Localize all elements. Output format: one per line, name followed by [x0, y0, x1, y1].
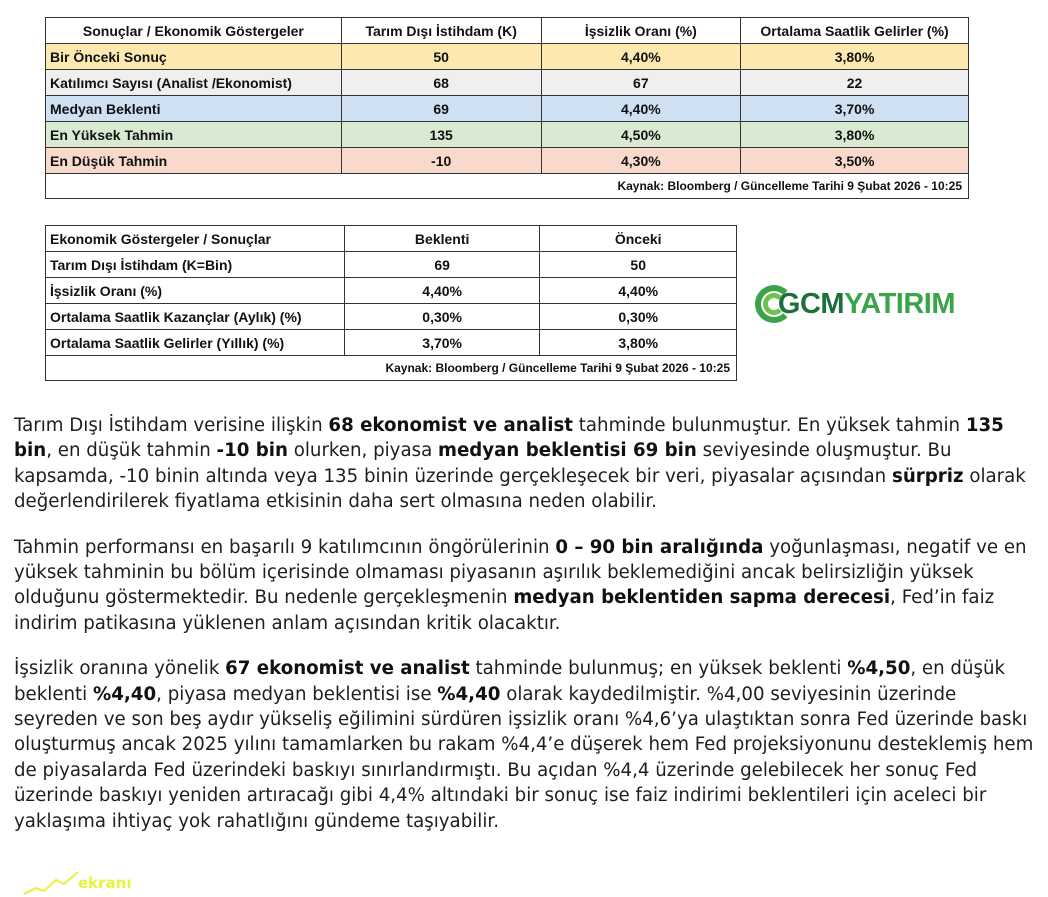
cell-value: 67 [541, 70, 741, 96]
text-segment: , en düşük tahmin [46, 440, 217, 462]
cell-value: 3,80% [540, 330, 737, 356]
table-row [46, 96, 969, 122]
column-header: İşsizlik Oranı (%) [541, 18, 741, 44]
text-segment: olurken, piyasa [287, 440, 438, 462]
emphasis-text: 135 bin [14, 415, 1004, 462]
emphasis-text: -10 bin [216, 440, 288, 462]
paragraph [14, 413, 1038, 515]
text-segment: olarak değerlendirilerek fiyatlama etkisinin daha sert olmasına neden olabilir. [14, 465, 1026, 513]
cell-value: 0,30% [344, 304, 540, 330]
gcm-logo [755, 283, 955, 325]
cell-value: 4,40% [541, 96, 741, 122]
emphasis-text: medyan beklentisi 69 bin [438, 440, 697, 462]
row-label: Medyan Beklenti [46, 96, 342, 122]
row-label: Katılımcı Sayısı (Analist /Ekonomist) [46, 70, 342, 96]
source-row [46, 174, 969, 199]
cell-value: -10 [341, 148, 541, 174]
source-note: Kaynak: Bloomberg / Güncelleme Tarihi 9 Şubat 2026 - 10:25 [46, 356, 737, 381]
cell-value: 3,80% [741, 122, 969, 148]
text-segment: , piyasa medyan beklentisi ise [156, 683, 438, 705]
cell-value: 3,70% [344, 330, 540, 356]
cell-value: 50 [540, 252, 737, 278]
text-segment: olarak kaydedilmiştir. %4,00 seviyesinin üzerinde seyreden ve son beş aydır yükseliş eğilimini sürdüren işsizlik oranı %4,6’ya ulaştıktan sonra Fed üzerinde baskı oluşturmuş ancak 2025 yılını tamamlarken bu rakam %4,4’e düşerek hem Fed projeksiyonunu desteklemiş hem de piyasalarda Fed üzerindeki baskıyı sınırlandırmıştı. Bu açıdan %4,4 üzerinde gelebilecek her sonuç Fed üzerinde baskıyı yeniden artıracağı gibi 4,4% altındaki bir sonuç ise faiz indirimi beklentileri için aceleci bir yaklaşıma ihtiyaç yok rahatlığını gündeme taşıyabilir. [14, 683, 1034, 832]
emphasis-text: 67 ekonomist ve analist [225, 658, 470, 680]
table-header-row [46, 226, 737, 252]
table-header-row [46, 18, 969, 44]
cell-value: 3,50% [741, 148, 969, 174]
emphasis-text: %4,40 [437, 683, 501, 705]
cell-value: 69 [341, 96, 541, 122]
column-header: Sonuçlar / Ekonomik Göstergeler [46, 18, 342, 44]
text-segment: , en düşük beklenti [14, 658, 1006, 705]
cell-value: 4,40% [541, 44, 741, 70]
text-segment: Tarım Dışı İstihdam verisine ilişkin [14, 415, 329, 436]
logo-text-yatirim: YATIRIM [844, 287, 955, 320]
table-row [46, 278, 737, 304]
row-label: En Düşük Tahmin [46, 148, 342, 174]
emphasis-text: %4,40 [93, 683, 157, 705]
text-segment: , Fed’in faiz indirim patikasına yüklenen anlam açısından kritik olacaktır. [14, 587, 995, 634]
table-row [46, 304, 737, 330]
cell-value: 69 [344, 252, 540, 278]
emphasis-text: medyan beklentiden sapma derecesi [513, 587, 891, 609]
watermark-chart-icon [22, 868, 82, 896]
source-note: Kaynak: Bloomberg / Güncelleme Tarihi 9 Şubat 2026 - 10:25 [46, 174, 969, 199]
cell-value: 50 [341, 44, 541, 70]
article-body [14, 413, 1038, 854]
cell-value: 3,80% [741, 44, 969, 70]
table-row [46, 330, 737, 356]
text-segment: Tahmin performansı en başarılı 9 katılımcının öngörülerinin [14, 536, 556, 558]
cell-value: 3,70% [741, 96, 969, 122]
text-segment: tahminde bulunmuş; en yüksek beklenti [469, 658, 848, 680]
text-segment: seviyesinde oluşmuştur. Bu kapsamda, -10 binin altında veya 135 binin üzerinde gerçekleşecek bir veri, piyasalar açısından [14, 440, 952, 487]
table-row [46, 148, 969, 174]
table-row [46, 44, 969, 70]
column-header: Ekonomik Göstergeler / Sonuçlar [46, 226, 345, 252]
source-row [46, 356, 737, 381]
column-header: Tarım Dışı İstihdam (K) [341, 18, 541, 44]
cell-value: 68 [341, 70, 541, 96]
cell-value: 4,30% [541, 148, 741, 174]
row-label: Ortalama Saatlik Kazançlar (Aylık) (%) [46, 304, 345, 330]
cell-value: 0,30% [540, 304, 737, 330]
text-segment: İşsizlik oranına yönelik [14, 658, 226, 680]
row-label: Tarım Dışı İstihdam (K=Bin) [46, 252, 345, 278]
table-row [46, 252, 737, 278]
logo-text-gcm: GCM [777, 287, 845, 320]
text-segment: tahminde bulunmuştur. En yüksek tahmin [573, 415, 966, 436]
indicator-table [45, 225, 737, 381]
table-row [46, 70, 969, 96]
column-header: Ortalama Saatlik Gelirler (%) [741, 18, 969, 44]
gcm-swirl-icon [755, 285, 788, 323]
logo-text [778, 288, 955, 321]
paragraph [14, 656, 1038, 834]
column-header: Önceki [540, 226, 737, 252]
row-label: İşsizlik Oranı (%) [46, 278, 345, 304]
row-label: Bir Önceki Sonuç [46, 44, 342, 70]
watermark [22, 868, 142, 896]
watermark-text: ekranı [78, 874, 132, 892]
emphasis-text: %4,50 [847, 658, 911, 680]
text-segment: yoğunlaşması, negatif ve en yüksek tahminin bu bölüm içerisinde olmaması piyasanın aşırılık beklemediğini ancak belirsizliğin yüksek olduğunu göstermektedir. Bu nedenle gerçekleşmenin [14, 536, 1027, 609]
cell-value: 4,40% [540, 278, 737, 304]
table-row [46, 122, 969, 148]
emphasis-text: 0 – 90 bin aralığında [555, 536, 764, 558]
cell-value: 4,50% [541, 122, 741, 148]
emphasis-text: 68 ekonomist ve analist [328, 415, 573, 436]
row-label: En Yüksek Tahmin [46, 122, 342, 148]
row-label: Ortalama Saatlik Gelirler (Yıllık) (%) [46, 330, 345, 356]
cell-value: 4,40% [344, 278, 540, 304]
summary-table [45, 17, 969, 199]
cell-value: 135 [341, 122, 541, 148]
paragraph [14, 535, 1038, 637]
cell-value: 22 [741, 70, 969, 96]
column-header: Beklenti [344, 226, 540, 252]
emphasis-text: sürpriz [892, 465, 964, 487]
